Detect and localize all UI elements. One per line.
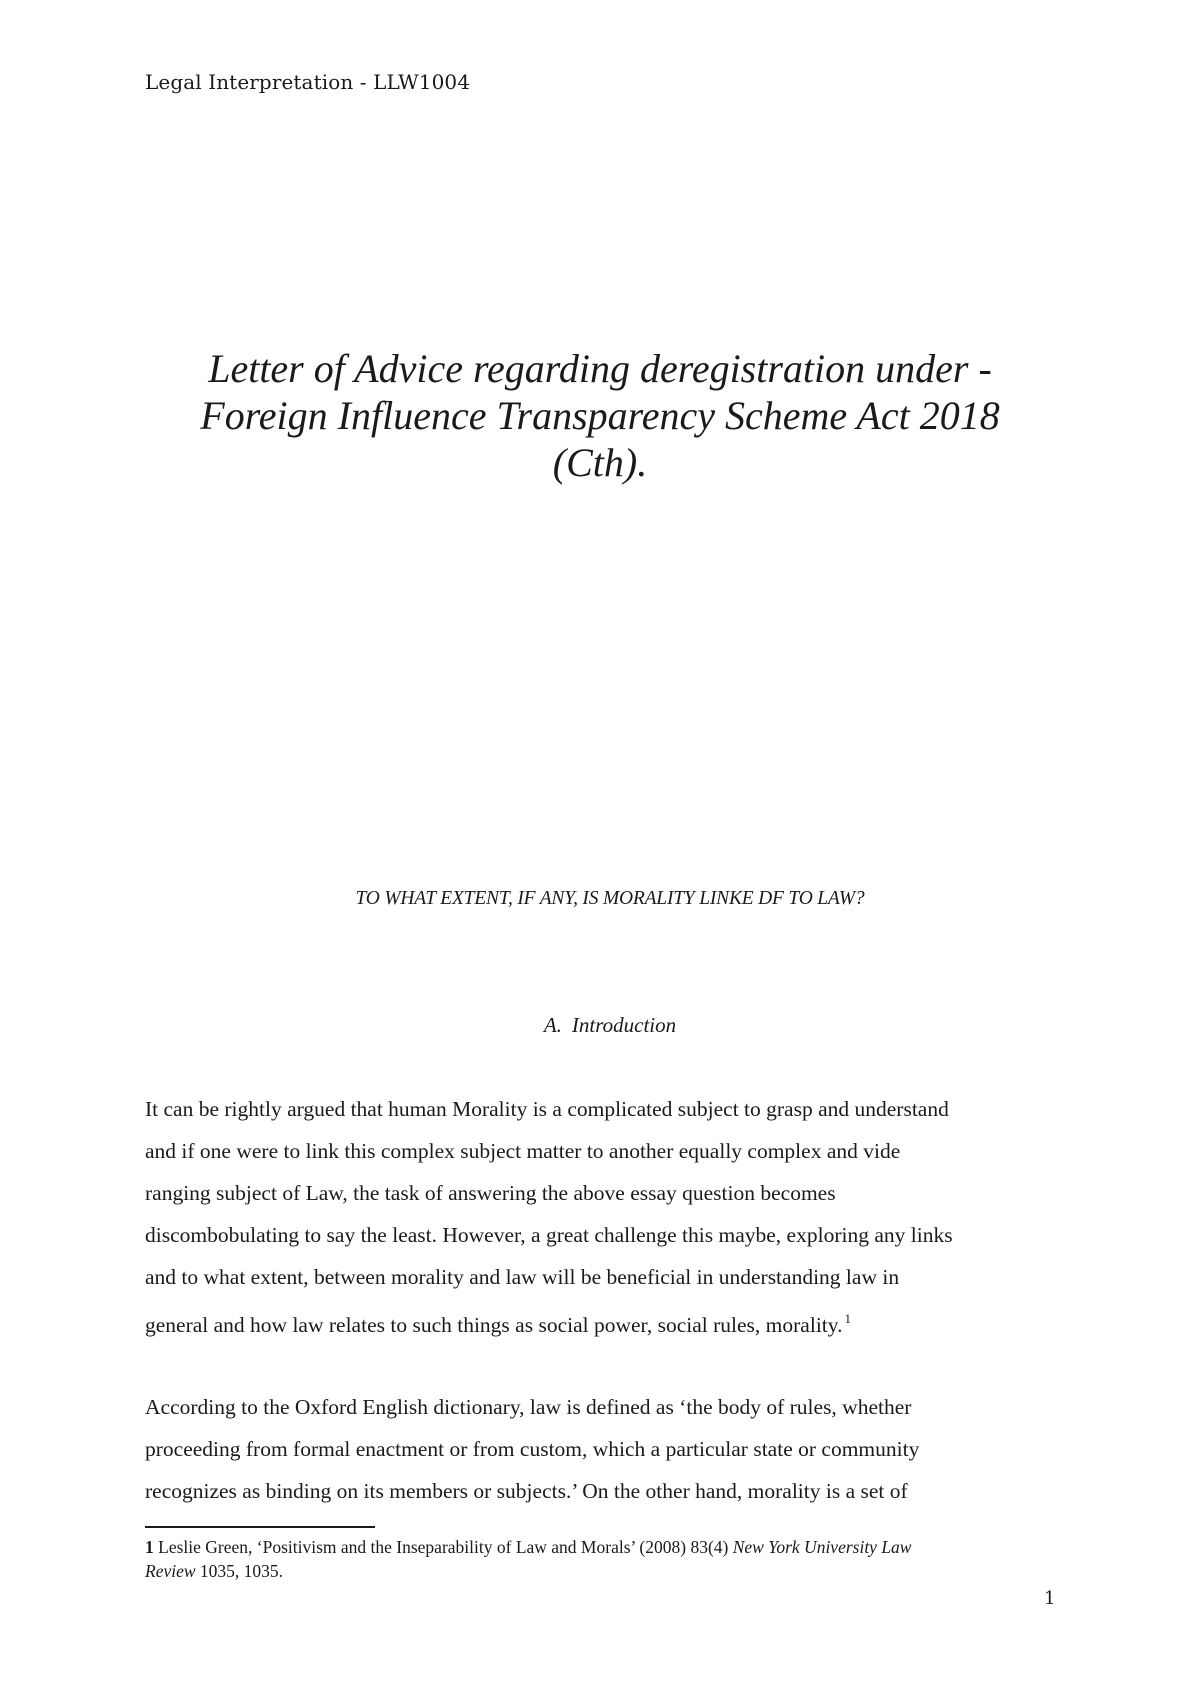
paragraph-line: According to the Oxford English dictionary, law is defined as ‘the body of rules, whether [145, 1395, 912, 1419]
footnote [145, 1535, 1045, 1583]
document-title [150, 345, 1050, 486]
running-header: Legal Interpretation - LLW1004 [145, 70, 471, 94]
section-title: Introduction [571, 1013, 677, 1037]
footnote-number: 1 [145, 1537, 154, 1557]
paragraph-line: discombobulating to say the least. However, a great challenge this maybe, exploring any links [145, 1223, 953, 1247]
essay-question: TO WHAT EXTENT, IF ANY, IS MORALITY LINKE DF TO LAW? [355, 888, 865, 909]
title-line-2: Foreign Influence Transparency Scheme Act 2018 [200, 393, 1000, 438]
paragraph-definition [145, 1386, 919, 1512]
paragraph-line: recognizes as binding on its members or subjects.’ On the other hand, morality is a set of [145, 1479, 908, 1503]
paragraph-line: proceeding from formal enactment or from custom, which a particular state or community [145, 1437, 920, 1461]
footnote-separator [145, 1526, 375, 1528]
footnote-line-1 [145, 1535, 1045, 1559]
paragraph-introduction [145, 1088, 953, 1340]
paragraph-line: ranging subject of Law, the task of answering the above essay question becomes [145, 1181, 836, 1205]
footnote-pages: 1035, 1035. [195, 1561, 284, 1581]
paragraph-line-text: general and how law relates to such things as social power, social rules, morality. [145, 1313, 843, 1337]
footnote-text: Leslie Green, ‘Positivism and the Inseparability of Law and Morals’ (2008) 83(4) [153, 1537, 733, 1557]
footnote-reference[interactable]: 1 [844, 1311, 851, 1326]
paragraph-line: It can be rightly argued that human Morality is a complicated subject to grasp and understand [145, 1097, 949, 1121]
section-number: A. [543, 1013, 562, 1037]
journal-name-cont: Review [145, 1561, 196, 1581]
footnote-line-2 [145, 1559, 1045, 1583]
page-number: 1 [1044, 1588, 1056, 1609]
paragraph-line: and if one were to link this complex subject matter to another equally complex and vide [145, 1139, 901, 1163]
journal-name: New York University Law [732, 1537, 912, 1557]
section-heading [150, 1013, 1070, 1038]
title-line-3: (Cth). [552, 440, 648, 485]
title-line-1: Letter of Advice regarding deregistration under - [208, 346, 992, 391]
paragraph-line: and to what extent, between morality and law will be beneficial in understanding law in [145, 1265, 900, 1289]
paragraph-line-last [145, 1298, 953, 1340]
